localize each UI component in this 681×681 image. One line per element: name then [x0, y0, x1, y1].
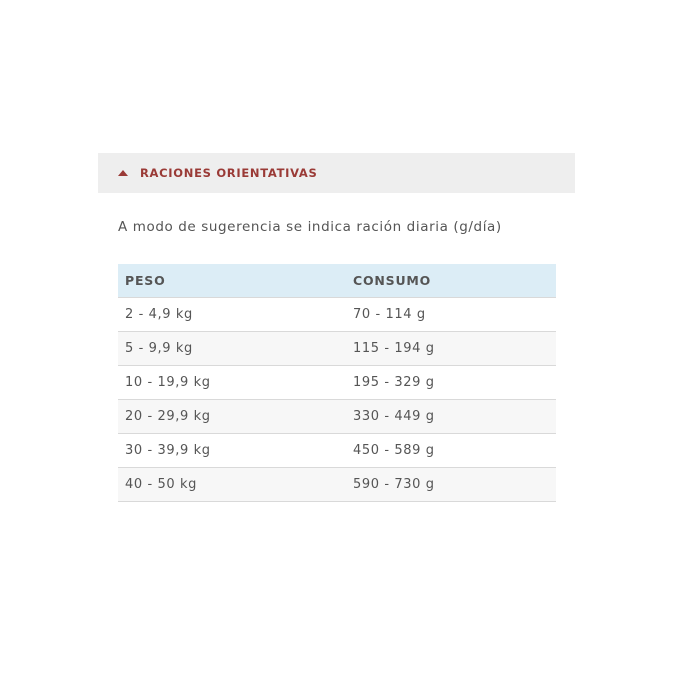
accordion-title: RACIONES ORIENTATIVAS — [140, 166, 318, 180]
intro-text: A modo de sugerencia se indica ración diaria (g/día) — [118, 219, 502, 235]
consumo-cell: 195 - 329 g — [346, 366, 556, 400]
table-row — [118, 366, 556, 400]
column-header-consumo: CONSUMO — [346, 264, 556, 298]
peso-cell: 10 - 19,9 kg — [118, 366, 346, 400]
consumo-cell: 450 - 589 g — [346, 434, 556, 468]
column-header-peso: PESO — [118, 264, 346, 298]
accordion-header[interactable] — [98, 153, 575, 193]
table-row — [118, 298, 556, 332]
peso-cell: 30 - 39,9 kg — [118, 434, 346, 468]
table-row — [118, 400, 556, 434]
peso-cell: 20 - 29,9 kg — [118, 400, 346, 434]
consumo-cell: 330 - 449 g — [346, 400, 556, 434]
peso-cell: 2 - 4,9 kg — [118, 298, 346, 332]
raciones-accordion — [98, 153, 575, 193]
consumo-cell: 70 - 114 g — [346, 298, 556, 332]
table-row — [118, 434, 556, 468]
triangle-up-icon — [118, 170, 128, 176]
consumo-cell: 590 - 730 g — [346, 468, 556, 502]
table-row — [118, 468, 556, 502]
table-header-row — [118, 264, 556, 298]
consumo-cell: 115 - 194 g — [346, 332, 556, 366]
peso-cell: 5 - 9,9 kg — [118, 332, 346, 366]
peso-cell: 40 - 50 kg — [118, 468, 346, 502]
table-row — [118, 332, 556, 366]
ration-table — [118, 264, 556, 502]
